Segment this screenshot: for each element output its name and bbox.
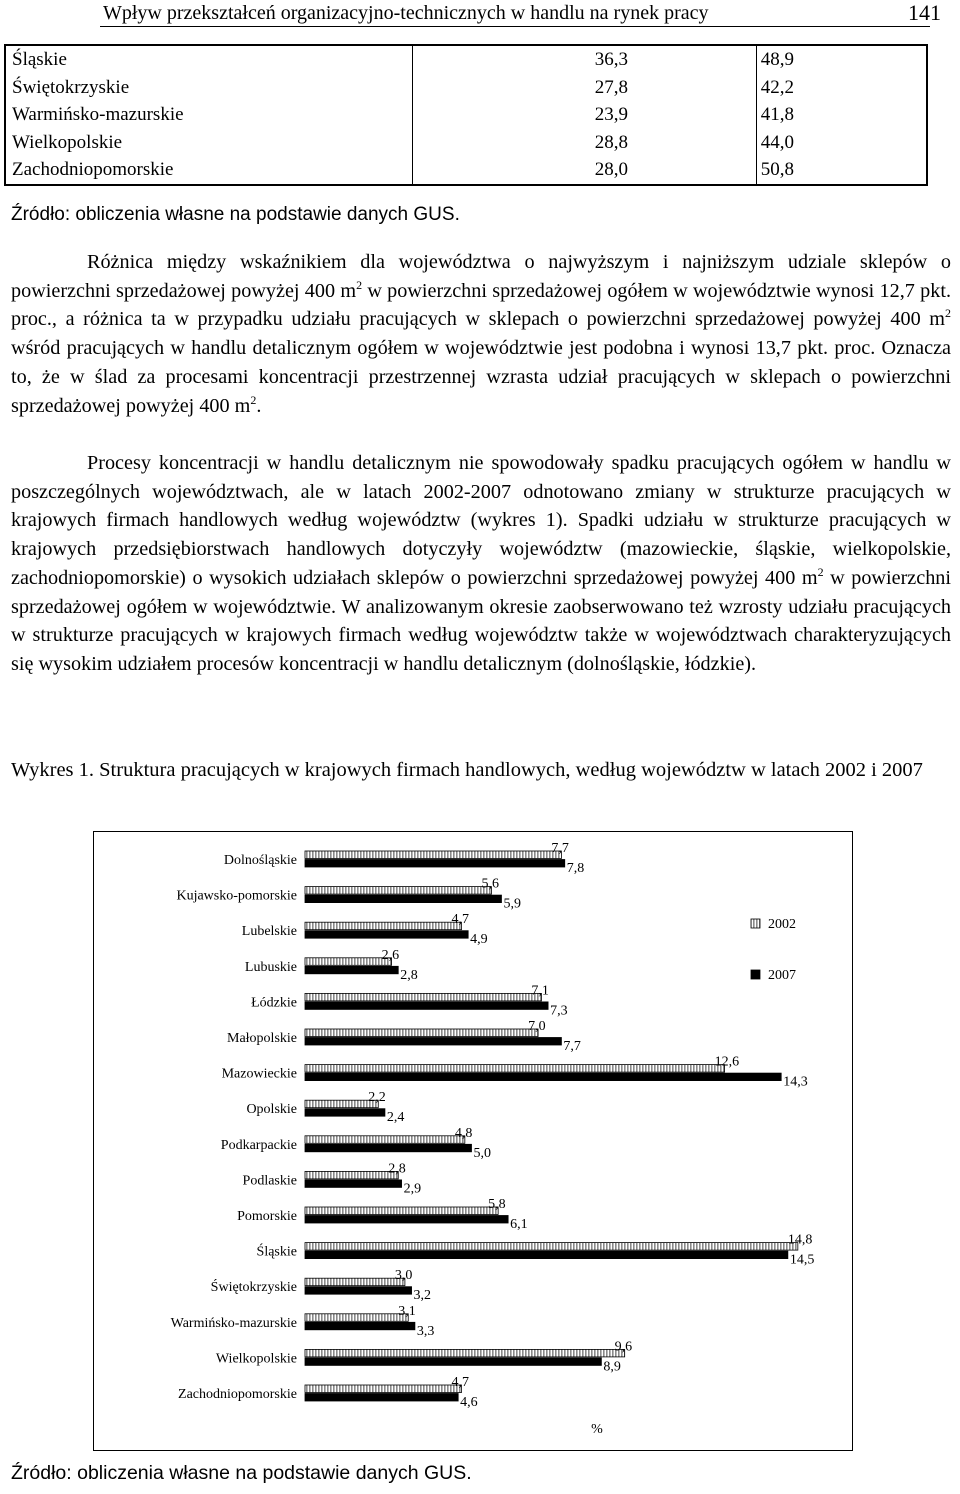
category-label: Podkarpackie: [220, 1137, 297, 1153]
bar-2002: [305, 1278, 405, 1286]
source-note-bottom: Źródło: obliczenia własne na podstawie danych GUS.: [11, 1462, 472, 1484]
data-label-2002: 4,8: [454, 1125, 473, 1141]
header-rule: [100, 26, 930, 27]
table-cell-v1: 36,3: [413, 45, 757, 74]
bar-2002: [305, 1136, 465, 1144]
table-cell-name: Świętokrzyskie: [12, 76, 130, 98]
table-cell-name: Śląskie: [12, 49, 67, 71]
table-cell-name: Wielkopolskie: [12, 131, 123, 153]
data-label-2007: 7,3: [550, 1003, 568, 1019]
category-label: Dolnośląskie: [223, 853, 297, 868]
bar-2007: [305, 1109, 385, 1117]
bar-2007: [305, 860, 565, 868]
data-label-2007: 5,0: [473, 1145, 491, 1161]
bar-2002: [305, 1243, 798, 1251]
data-label-2002: 7,7: [551, 841, 569, 856]
data-label-2007: 7,8: [566, 861, 585, 876]
bar-2007: [305, 1216, 508, 1224]
data-label-2007: 4,6: [460, 1395, 478, 1410]
source-note-top: Źródło: obliczenia własne na podstawie danych GUS.: [11, 204, 460, 225]
data-label-2007: 4,9: [470, 932, 488, 948]
table-row: [5, 45, 927, 74]
data-label-2002: 3,0: [394, 1268, 413, 1284]
category-label: Kujawsko-pomorskie: [176, 888, 297, 904]
data-label-2007: 2,8: [400, 967, 418, 983]
data-label-2002: 4,7: [451, 912, 470, 928]
table-cell-v2: 42,2: [757, 74, 928, 102]
data-label-2002: 9,6: [614, 1339, 633, 1355]
bar-2002: [305, 851, 561, 859]
bar-2007: [305, 1394, 458, 1402]
table-row: [5, 101, 927, 129]
x-axis-label: %: [591, 1422, 603, 1437]
data-label-2007: 7,7: [563, 1039, 581, 1054]
data-label-2002: 4,7: [451, 1375, 470, 1390]
table-cell-name: Zachodniopomorskie: [12, 159, 174, 181]
bar-2007: [305, 1287, 412, 1295]
bar-2007: [305, 1002, 548, 1010]
table-cell-v2: 50,8: [757, 156, 928, 185]
data-label-2002: 2,6: [381, 947, 400, 963]
table-cell-name: Warmińsko-mazurskie: [12, 104, 184, 126]
bar-2002: [305, 1065, 725, 1073]
data-label-2002: 12,6: [714, 1054, 740, 1070]
bar-2002: [305, 1385, 462, 1393]
data-label-2002: 7,1: [531, 983, 549, 999]
bar-2002: [305, 887, 491, 895]
legend-label: 2007: [768, 968, 796, 983]
bar-2002: [305, 1207, 498, 1215]
data-label-2007: 2,4: [386, 1110, 405, 1126]
continued-table: [4, 44, 928, 186]
table-cell-v1: 23,9: [413, 101, 757, 129]
bar-2002: [305, 1171, 398, 1179]
legend-label: 2002: [768, 917, 796, 932]
data-label-2007: 8,9: [603, 1359, 621, 1375]
bar-chart: [93, 831, 853, 1451]
bar-2007: [305, 1358, 601, 1366]
table-cell-v1: 28,0: [413, 156, 757, 185]
category-label: Podlaskie: [242, 1173, 297, 1189]
data-label-2002: 3,1: [398, 1303, 416, 1319]
data-label-2002: 5,6: [481, 876, 499, 892]
table-row: [5, 156, 927, 185]
category-label: Wielkopolskie: [215, 1351, 297, 1367]
bar-2002: [305, 1349, 625, 1357]
category-label: Zachodniopomorskie: [178, 1387, 297, 1402]
category-label: Śląskie: [256, 1244, 297, 1260]
bar-2007: [305, 1251, 788, 1259]
page-header: [0, 0, 960, 28]
data-label-2007: 14,5: [789, 1252, 815, 1268]
category-label: Lubelskie: [241, 924, 297, 940]
bar-2007: [305, 895, 501, 903]
category-label: Świętokrzyskie: [210, 1280, 297, 1296]
bar-2002: [305, 993, 541, 1001]
data-label-2002: 2,2: [368, 1090, 386, 1106]
page-number: 141: [908, 0, 941, 25]
bar-2007: [305, 1073, 781, 1081]
bar-2002: [305, 922, 462, 930]
category-label: Pomorskie: [237, 1209, 297, 1224]
data-label-2007: 3,3: [416, 1323, 435, 1339]
bar-2007: [305, 1038, 561, 1046]
paragraph-2: Procesy koncentracji w handlu detalicznym nie spowodowały spadku pracujących ogółem w handlu w poszczególnych województwach, ale w latach 2002-2007 odnotowano zmiany w strukturze pracujących w krajowych firmach handlowych według województw (wykres 1). Spadki udziału w strukturze pracujących w krajowych przedsiębiorstwach handlowych dotyczyły województw (mazowieckie, śląskie, wielkopolskie, zachodniopomorskie) o wysokich udziałach sklepów o powierzchni sprzedażowej powyżej 400 $m^2$ w powierzchni sprzedażowej ogółem w województwie. W analizowanym okresie zaobserwowano też wzrosty udziału pracujących w strukturze pracujących w krajowych firmach według województw także w województwach charakteryzujących się wysokim udziałem procesów koncentracji w handlu detalicznym (dolnośląskie, łódzkie).: [11, 452, 952, 675]
category-label: Opolskie: [246, 1102, 297, 1118]
bar-2007: [305, 931, 468, 939]
bar-2002: [305, 1029, 538, 1037]
table-row: [5, 74, 927, 102]
table-cell-v1: 28,8: [413, 129, 757, 157]
data-label-2007: 14,3: [783, 1074, 808, 1090]
table-cell-v2: 41,8: [757, 101, 928, 129]
bar-2007: [305, 1322, 415, 1330]
paragraph-1: Różnica między wskaźnikiem dla województwa o najwyższym i najniższym udziale sklepów o powierzchni sprzedażowej powyżej 400 $m^2$ w powierzchni sprzedażowej ogółem w województwie wynosi 12,7 pkt. proc., a różnica ta w przypadku udziału pracujących w sklepach o powierzchni sprzedażowej powyżej 400 $m^2$ wśród pracujących w handlu detalicznym ogółem w województwie jest podobna i wynosi 13,7 pkt. proc. Oznacza to, że w ślad za procesami koncentracji przestrzennej wzrasta udział pracujących w sklepach o powierzchni sprzedażowej powyżej 400 $m^2$.: [11, 251, 951, 417]
table-cell-v2: 44,0: [757, 129, 928, 157]
data-label-2007: 6,1: [510, 1217, 528, 1232]
bar-2007: [305, 1180, 402, 1188]
bar-2007: [305, 1144, 472, 1152]
table-cell-v2: 48,9: [757, 45, 928, 74]
category-label: Lubuskie: [244, 959, 297, 975]
data-label-2007: 2,9: [403, 1181, 422, 1197]
legend-swatch: [751, 919, 760, 928]
chart-caption: Wykres 1. Struktura pracujących w krajowych firmach handlowych, według województw w latach 2002 i 2007: [11, 759, 923, 781]
legend-swatch: [751, 970, 760, 979]
table-row: [5, 129, 927, 157]
bar-2002: [305, 1314, 408, 1322]
data-label-2002: 5,8: [488, 1197, 506, 1212]
bar-2007: [305, 966, 398, 974]
running-title: Wpływ przekształceń organizacyjno-technicznych w handlu na rynek pracy: [103, 2, 709, 24]
category-label: Mazowieckie: [221, 1066, 297, 1082]
table-cell-v1: 27,8: [413, 74, 757, 102]
data-label-2002: 7,0: [528, 1019, 546, 1034]
data-label-2007: 5,9: [503, 896, 521, 912]
bar-2002: [305, 958, 392, 966]
category-label: Małopolskie: [227, 1031, 297, 1046]
data-label-2002: 14,8: [787, 1232, 813, 1248]
category-label: Łódzkie: [251, 995, 297, 1011]
data-label-2007: 3,2: [413, 1288, 432, 1304]
category-label: Warmińsko-mazurskie: [170, 1315, 297, 1331]
data-label-2002: 2,8: [388, 1161, 406, 1177]
